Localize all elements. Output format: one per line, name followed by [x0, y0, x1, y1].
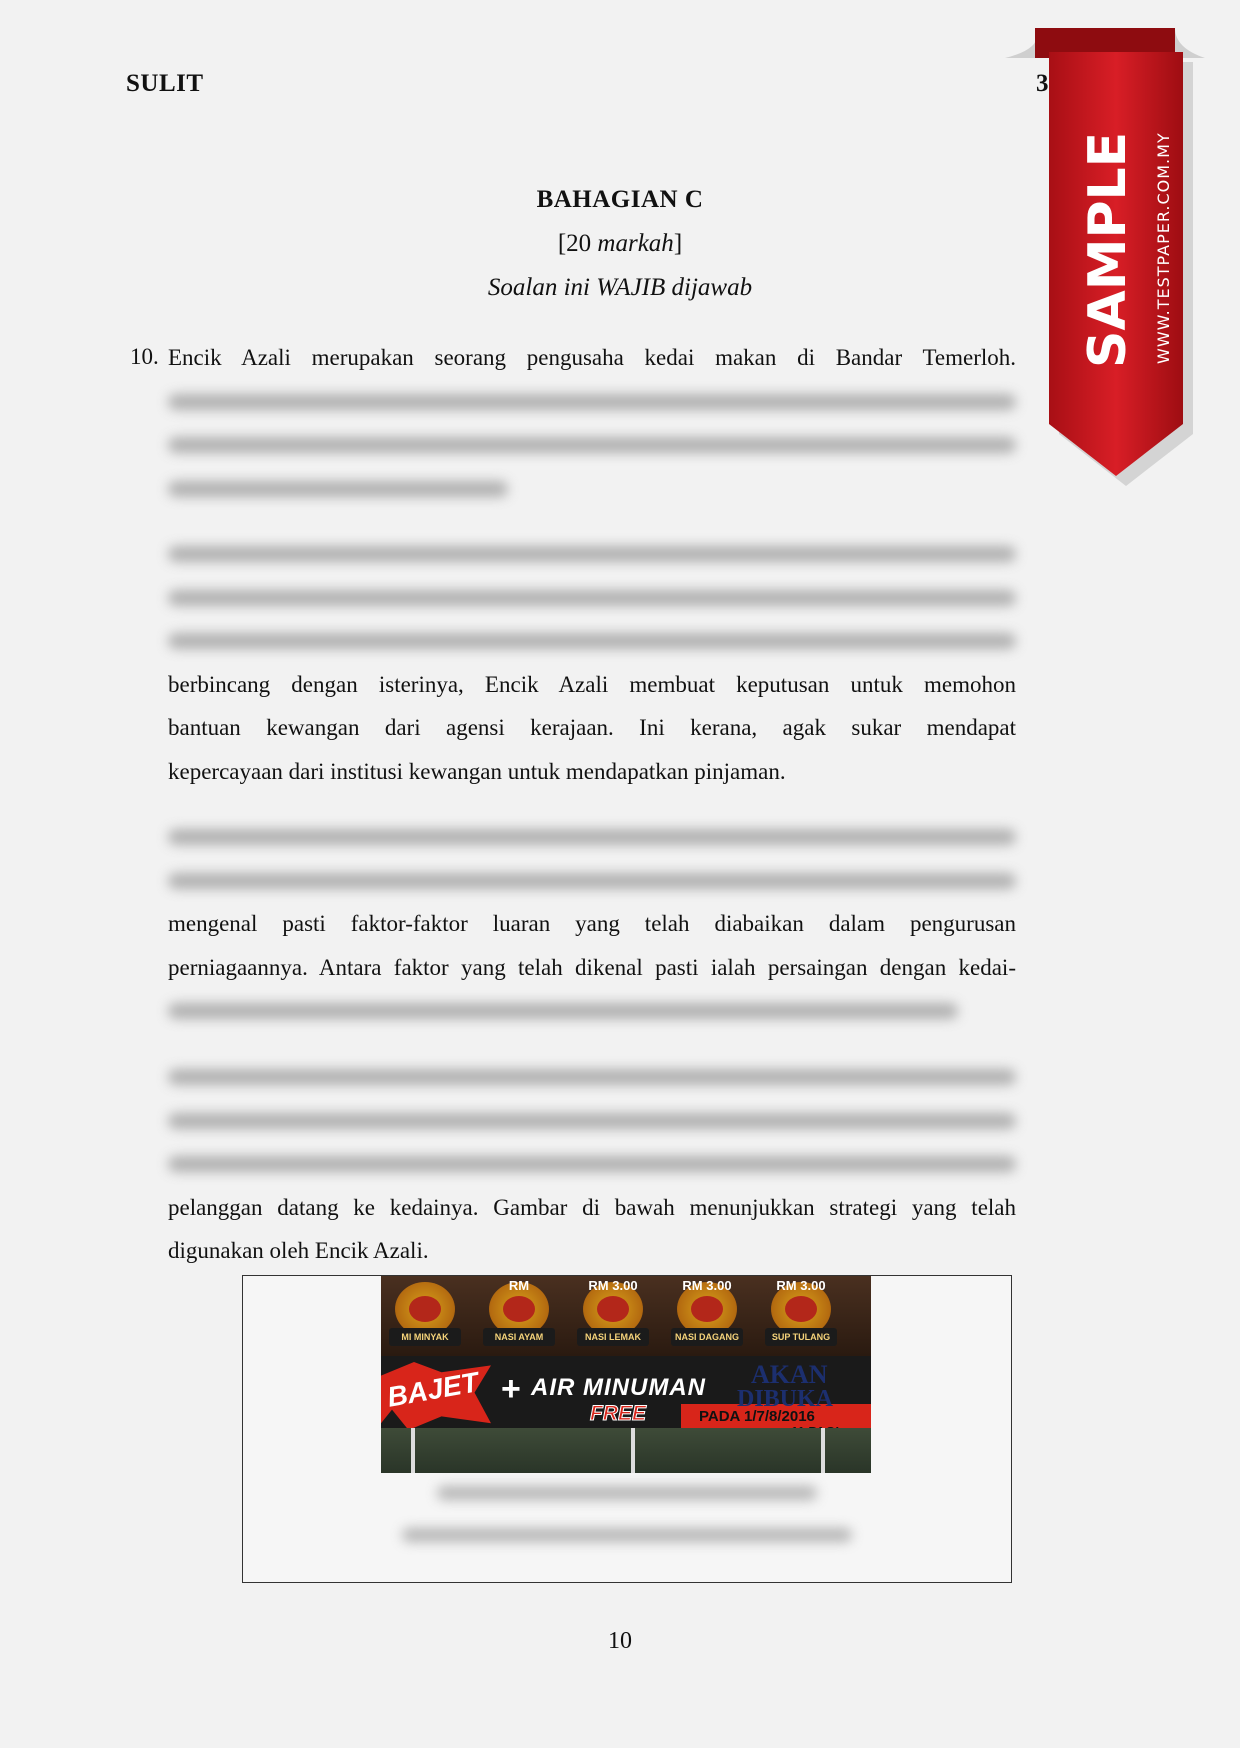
menu-item — [671, 1278, 743, 1352]
question-paragraph-2 — [168, 532, 1016, 793]
blurred-text — [168, 859, 1016, 903]
section-marks: [20 markah] — [557, 230, 683, 257]
food-image — [785, 1296, 817, 1322]
question-paragraph-3 — [168, 815, 1016, 1033]
page-number: 10 — [608, 1628, 632, 1654]
menu-item — [765, 1278, 837, 1352]
question-text-line: berbincang dengan isterinya, Encik Azali membuat keputusan untuk memohon — [168, 671, 1016, 697]
question-text-line: mengenal pasti faktor-faktor luaran yang telah diabaikan dalam pengurusan — [168, 911, 1016, 936]
menu-label: SUP TULANG — [765, 1328, 837, 1346]
blurred-text — [168, 1099, 1016, 1143]
free-text: FREE — [589, 1402, 646, 1425]
menu-price: RM 3.00 — [588, 1278, 638, 1293]
menu-label: NASI AYAM — [483, 1328, 555, 1346]
figure-caption-blurred — [242, 1528, 1012, 1547]
blurred-text — [168, 989, 1016, 1033]
menu-price: RM 3.00 — [682, 1278, 732, 1293]
plus-sign: + — [501, 1370, 521, 1408]
food-image — [691, 1296, 723, 1322]
question-text-line: digunakan oleh Encik Azali. — [168, 1238, 429, 1263]
opening-text-2: DIBUKA — [737, 1386, 834, 1412]
watermark-site-text: WWW.TESTPAPER.COM.MY — [1154, 132, 1173, 364]
blurred-text — [168, 423, 1016, 467]
menu-price: RM — [508, 1278, 530, 1293]
blurred-text — [168, 1142, 1016, 1186]
menu-label: NASI DAGANG — [671, 1328, 743, 1346]
air-minuman-text: AIR MINUMAN — [531, 1374, 706, 1401]
pole — [631, 1428, 635, 1473]
food-image — [409, 1296, 441, 1322]
blurred-text — [168, 467, 1016, 511]
shop-banner-photo — [381, 1276, 871, 1473]
blurred-text — [168, 1055, 1016, 1099]
pole — [411, 1428, 415, 1473]
question-paragraph-4 — [168, 1055, 1016, 1273]
question-text-line: bantuan kewangan dari agensi kerajaan. Ini kerana, agak sukar mendapat — [168, 715, 1016, 740]
opening-date: PADA 1/7/8/2016 — [699, 1408, 815, 1425]
menu-item — [389, 1282, 461, 1352]
food-image — [597, 1296, 629, 1322]
figure-caption-blurred — [242, 1486, 1012, 1505]
menu-row — [381, 1276, 871, 1356]
blurred-text — [168, 815, 1016, 859]
question-paragraph-1 — [168, 336, 1016, 510]
section-instruction: Soalan ini WAJIB dijawab — [487, 274, 753, 301]
blurred-text — [168, 532, 1016, 576]
menu-item — [483, 1278, 555, 1352]
section-title: BAHAGIAN C — [536, 186, 704, 213]
question-number: 10. — [130, 344, 159, 369]
ground-area — [381, 1428, 871, 1473]
blurred-text — [168, 576, 1016, 620]
opening-text-1: AKAN — [751, 1360, 828, 1389]
bajet-text: BAJET — [384, 1366, 481, 1413]
pole — [821, 1428, 825, 1473]
question-text-line: Encik Azali merupakan seorang pengusaha kedai makan di Bandar Temerloh. — [168, 345, 1016, 370]
question-text-line: perniagaannya. Antara faktor yang telah dikenal pasti ialah persaingan dengan kedai- — [168, 954, 1016, 980]
question-text-line: pelanggan datang ke kedainya. Gambar di bawah menunjukkan strategi yang telah — [168, 1194, 1016, 1220]
header-sulit: SULIT — [126, 70, 204, 97]
food-image — [503, 1296, 535, 1322]
header-page-code: 3 — [1036, 70, 1049, 97]
blurred-text — [168, 619, 1016, 663]
question-text-line: kepercayaan dari institusi kewangan untuk mendapatkan pinjaman. — [168, 758, 786, 784]
menu-price: RM 3.00 — [776, 1278, 826, 1293]
sample-text: SAMPLE — [1078, 131, 1138, 368]
menu-label: MI MINYAK — [389, 1328, 461, 1346]
menu-label: NASI LEMAK — [577, 1328, 649, 1346]
menu-item — [577, 1278, 649, 1352]
sample-watermark-ribbon — [1005, 28, 1205, 508]
blurred-text — [168, 380, 1016, 424]
